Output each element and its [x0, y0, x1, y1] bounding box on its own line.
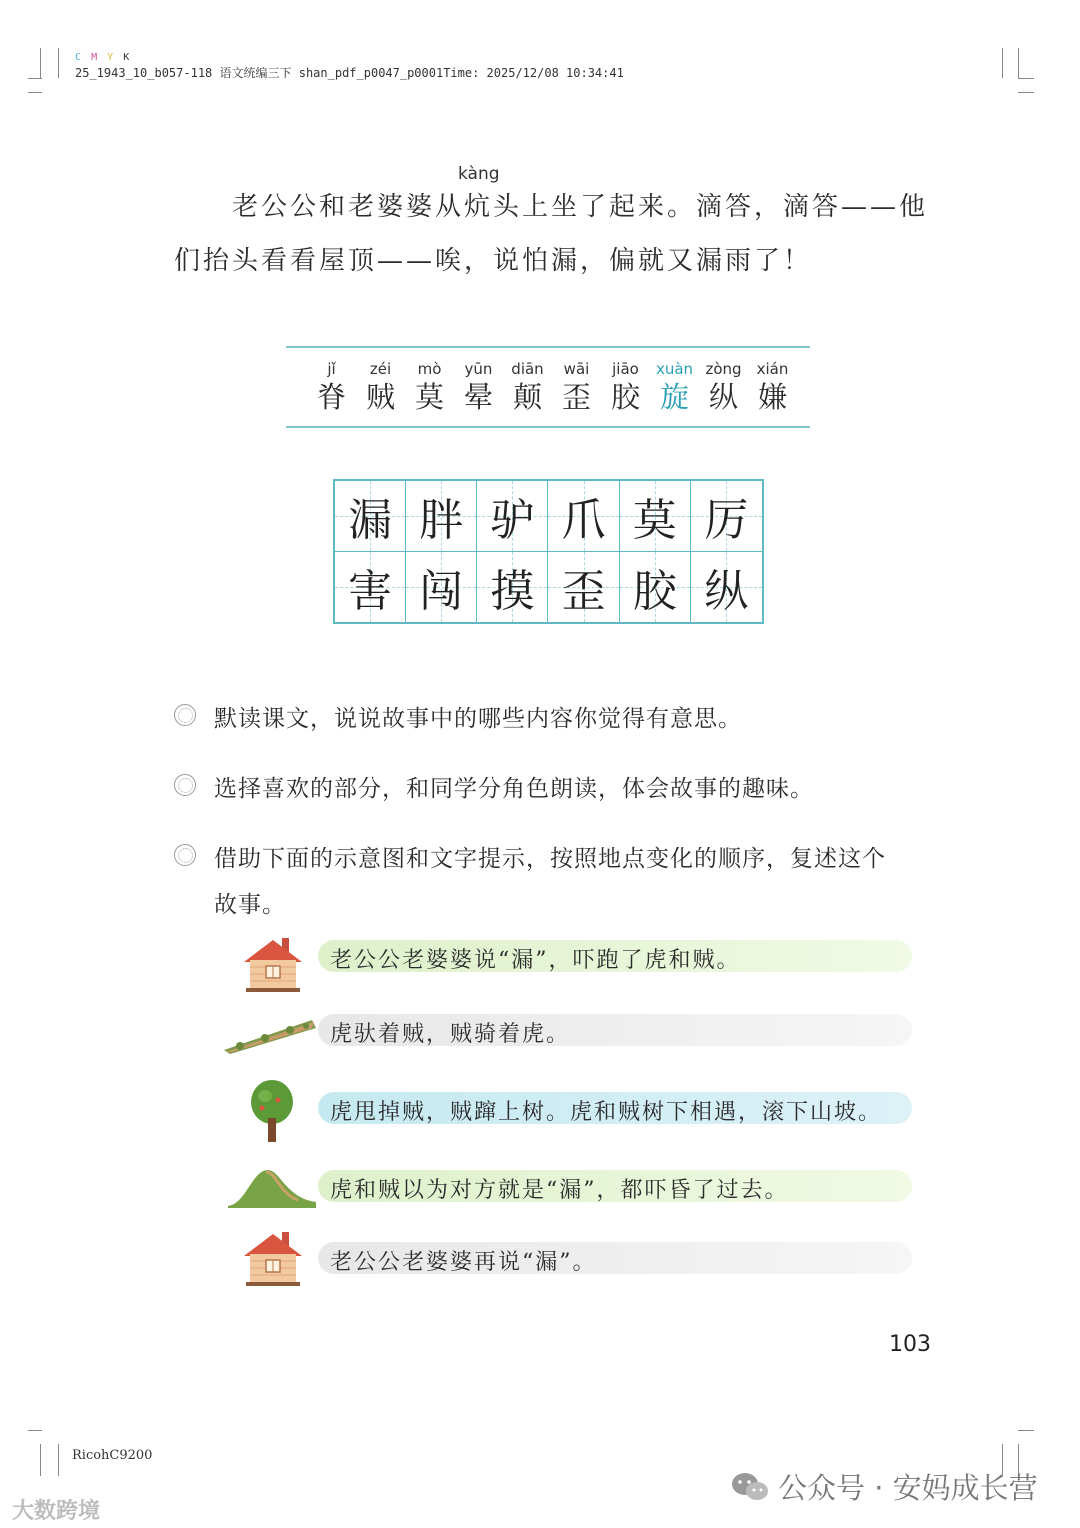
story-line-2: 们抬头看看屋顶——唉，说怕漏，偏就又漏雨了！: [174, 246, 813, 276]
crop-mark: [28, 1430, 42, 1431]
grid-char: 驴: [490, 494, 535, 546]
watermark-right-text: 公众号 · 安妈成长营: [778, 1471, 1038, 1505]
crop-mark: [1002, 48, 1003, 78]
vocab-char: 纵: [708, 380, 738, 414]
cmyk-marks: [75, 52, 131, 63]
exercise-3: 借助下面的示意图和文字提示，按照地点变化的顺序，复述这个: [214, 846, 886, 872]
vocab-pinyin: diān: [511, 360, 544, 378]
grid-char: 害: [348, 565, 393, 617]
vocab-item: [316, 360, 347, 414]
grid-cell: [620, 552, 691, 623]
vocab-char: 莫: [414, 380, 444, 414]
vocab-item: [512, 360, 543, 414]
story-map-step-2: 虎驮着贼，贼骑着虎。: [330, 1022, 571, 1047]
vocab-item: [610, 360, 641, 414]
watermark-left: 大数跨境: [12, 1499, 101, 1524]
grid-cell: [691, 552, 762, 623]
print-info-line: 25_1943_10_b057-118 语文统编三下 shan_pdf_p0047_p0001Time: 2025/12/08 10:34:41: [75, 66, 624, 80]
crop-mark: [40, 1444, 41, 1476]
grid-char: 爪: [561, 494, 606, 546]
grid-char: 漏: [348, 494, 393, 546]
vocab-pinyin: mò: [417, 360, 442, 378]
wechat-icon: [730, 1471, 770, 1503]
story-map-step-3: 虎甩掉贼，贼蹿上树。虎和贼树下相遇，滚下山坡。: [330, 1100, 883, 1125]
story-line-1: 老公公和老婆婆从炕头上坐了起来。滴答，滴答——他: [232, 192, 929, 222]
crop-mark: [58, 1444, 59, 1476]
road-icon: [220, 1014, 320, 1056]
vocab-char: 嫌: [757, 380, 787, 414]
vocab-item: [561, 360, 592, 414]
grid-char: 厉: [704, 494, 749, 546]
vocab-char: 晕: [463, 380, 493, 414]
crop-mark: [28, 92, 42, 93]
cmyk-m: M: [91, 52, 100, 63]
vocab-char: 脊: [316, 380, 346, 414]
cmyk-y: Y: [107, 52, 116, 63]
cmyk-k: K: [123, 52, 132, 63]
house-icon: [242, 936, 304, 994]
vocab-item: [414, 360, 445, 414]
grid-cell: [548, 481, 619, 552]
story-map-step-1: 老公公老婆婆说“漏”，吓跑了虎和贼。: [330, 948, 741, 973]
crop-mark: [1018, 48, 1019, 78]
crop-mark: [40, 48, 41, 78]
vocab-pinyin: yūn: [464, 360, 493, 378]
exercise-1: 默读课文，说说故事中的哪些内容你觉得有意思。: [214, 706, 742, 732]
vocab-char: 胶: [610, 380, 640, 414]
grid-char: 闯: [419, 565, 464, 617]
vocab-pinyin: wāi: [563, 360, 590, 378]
crop-mark: [1018, 92, 1034, 93]
grid-cell: [406, 552, 477, 623]
grid-char: 摸: [490, 565, 535, 617]
crop-mark: [58, 48, 59, 78]
writing-grid: [333, 479, 764, 624]
vocab-item-highlighted: [655, 360, 694, 414]
grid-char: 歪: [561, 565, 606, 617]
vocab-pinyin: zéi: [369, 360, 392, 378]
crop-mark: [1018, 1430, 1034, 1431]
vocab-char: 歪: [561, 380, 591, 414]
vocab-char: 旋: [659, 380, 689, 414]
vocab-top-rule: [286, 346, 810, 348]
grid-cell: [477, 481, 548, 552]
vocab-pinyin: zòng: [705, 360, 742, 378]
exercise-icon: [174, 704, 196, 726]
exercise-icon: [174, 844, 196, 866]
grid-char: 胖: [419, 494, 464, 546]
story-map-step-4: 虎和贼以为对方就是“漏”，都吓昏了过去。: [330, 1178, 789, 1203]
grid-cell: [691, 481, 762, 552]
kang-pinyin: kàng: [458, 164, 500, 184]
grid-cell: [548, 552, 619, 623]
grid-cell: [335, 481, 406, 552]
vocab-pinyin: jiāo: [612, 360, 639, 378]
vocab-item: [463, 360, 494, 414]
vocab-char: 颠: [512, 380, 542, 414]
watermark-right: [730, 1466, 1038, 1507]
grid-cell: [335, 552, 406, 623]
grid-cell: [406, 481, 477, 552]
crop-mark: [1018, 78, 1034, 79]
grid-char: 胶: [632, 565, 677, 617]
exercise-icon: [174, 774, 196, 796]
vocab-char: 贼: [365, 380, 395, 414]
vocab-pinyin: xián: [756, 360, 789, 378]
vocab-bottom-rule: [286, 426, 810, 428]
grid-cell: [477, 552, 548, 623]
grid-cell: [620, 481, 691, 552]
story-map-step-5: 老公公老婆婆再说“漏”。: [330, 1250, 597, 1275]
exercise-3-cont: 故事。: [214, 892, 286, 918]
vocab-pinyin: xuàn: [655, 360, 694, 378]
grid-char: 纵: [704, 565, 749, 617]
vocab-item: [757, 360, 788, 414]
page-number: 103: [889, 1332, 931, 1357]
printer-label: RicohC9200: [72, 1448, 153, 1463]
vocab-pinyin: jǐ: [327, 360, 336, 378]
vocab-list: [316, 360, 788, 414]
hill-icon: [226, 1164, 318, 1210]
house-icon: [242, 1230, 304, 1288]
tree-icon: [248, 1078, 296, 1144]
grid-char: 莫: [632, 494, 677, 546]
vocab-item: [365, 360, 396, 414]
vocab-item: [705, 360, 742, 414]
cmyk-c: C: [75, 52, 84, 63]
crop-mark: [28, 78, 42, 79]
exercise-2: 选择喜欢的部分，和同学分角色朗读，体会故事的趣味。: [214, 776, 814, 802]
